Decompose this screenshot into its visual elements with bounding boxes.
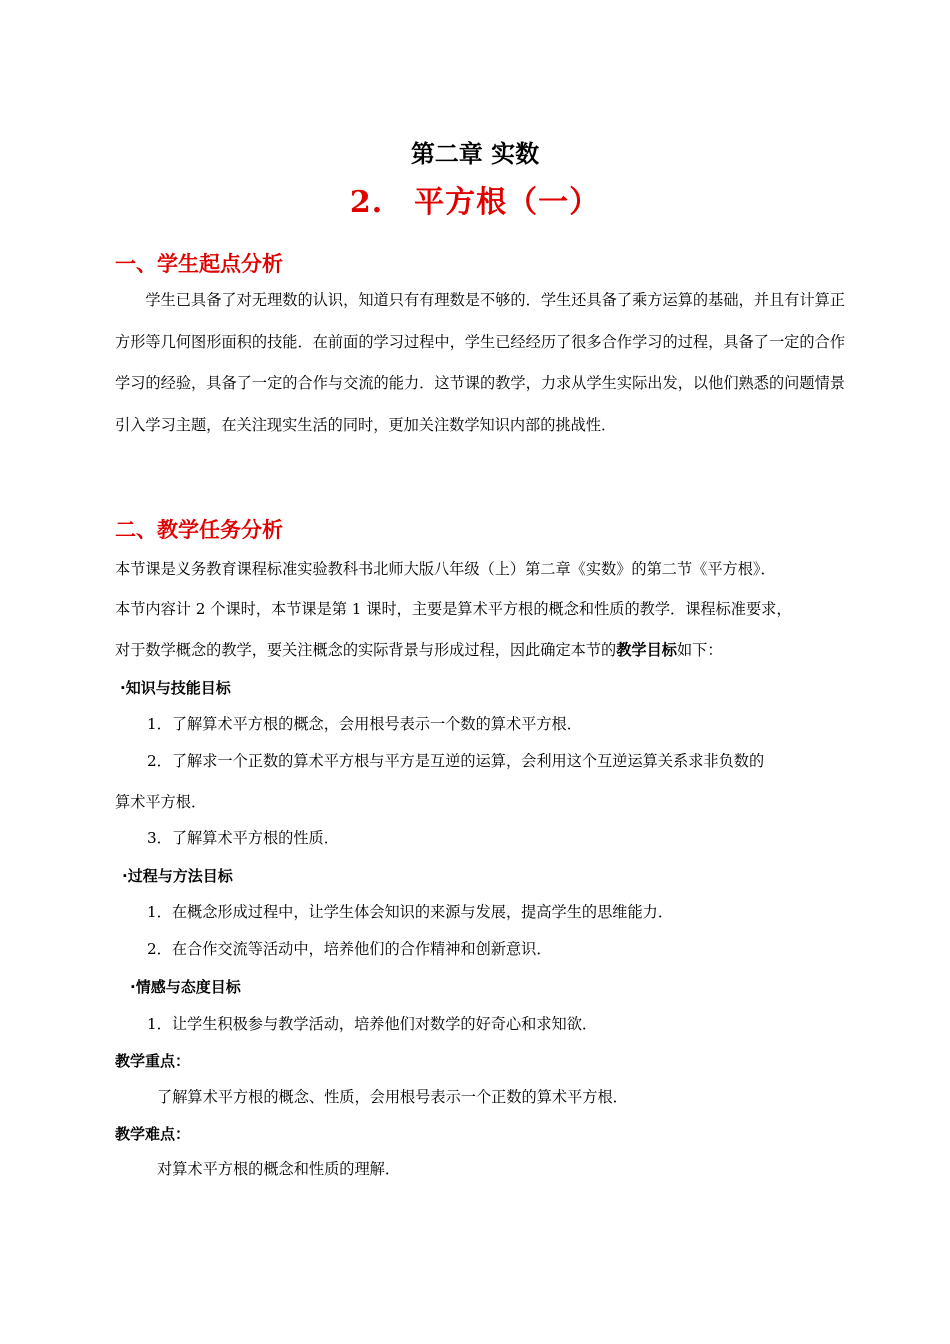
goal1-item-3: 3．了解算术平方根的性质． <box>147 829 339 847</box>
section1-paragraph: 学生已具备了对无理数的认识，知道只有有理数是不够的．学生还具备了乘方运算的基础，并且有计算正方形等几何图形面积的技能．在前面的学习过程中，学生已经经历了很多合作学习的过程，具备了一定的合作学习的经验，具备了一定的合作与交流的能力．这节课的教学，力求从学生实际出发，以他们熟悉的问题情景引入学习主题，在关注现实生活的同时，更加关注数学知识内部的挑战性． <box>115 291 845 434</box>
line3-suffix: 如下： <box>676 641 723 659</box>
teaching-goal-term: 教学目标 <box>616 641 677 659</box>
section1-heading: 一、学生起点分析 <box>115 251 283 276</box>
goal3-item-1: 1．让学生积极参与教学活动，培养他们对数学的好奇心和求知欲． <box>147 1015 598 1033</box>
goal2-item-1: 1．在概念形成过程中，让学生体会知识的来源与发展，提高学生的思维能力． <box>147 903 674 921</box>
key-point-text: 了解算术平方根的概念、性质，会用根号表示一个正数的算术平方根． <box>157 1088 628 1106</box>
section2-line-1: 本节课是义务教育课程标准实验教科书北师大版八年级（上）第二章《实数》的第二节《平方根》． <box>115 560 776 578</box>
goal1-item-2-cont: 算术平方根． <box>115 793 207 811</box>
chapter-title: 第二章 实数 <box>410 139 540 168</box>
key-point-label: 教学重点： <box>115 1052 191 1070</box>
lesson-title: 2. 平方根（一） <box>349 185 601 220</box>
difficulty-label: 教学难点： <box>115 1125 191 1143</box>
section2-line-2: 本节内容计 2 个课时，本节课是第 1 课时，主要是算术平方根的概念和性质的教学．课程标准要求， <box>115 600 792 618</box>
difficulty-text: 对算术平方根的概念和性质的理解． <box>157 1160 400 1178</box>
section2-heading: 二、教学任务分析 <box>115 517 283 542</box>
goal2-label: ·过程与方法目标 <box>122 867 233 885</box>
goal1-item-2: 2．了解求一个正数的算术平方根与平方是互逆的运算，会利用这个互逆运算关系求非负数的 <box>147 752 765 770</box>
line3-prefix: 对于数学概念的教学，要关注概念的实际背景与形成过程，因此确定本节的 <box>115 641 617 659</box>
section2-line-3 <box>115 639 723 660</box>
goal2-item-2: 2．在合作交流等活动中，培养他们的合作精神和创新意识． <box>147 940 552 958</box>
goal1-item-1: 1．了解算术平方根的概念，会用根号表示一个数的算术平方根． <box>147 715 582 733</box>
goal3-label: ·情感与态度目标 <box>130 978 241 996</box>
goal1-label: ·知识与技能目标 <box>120 679 231 697</box>
